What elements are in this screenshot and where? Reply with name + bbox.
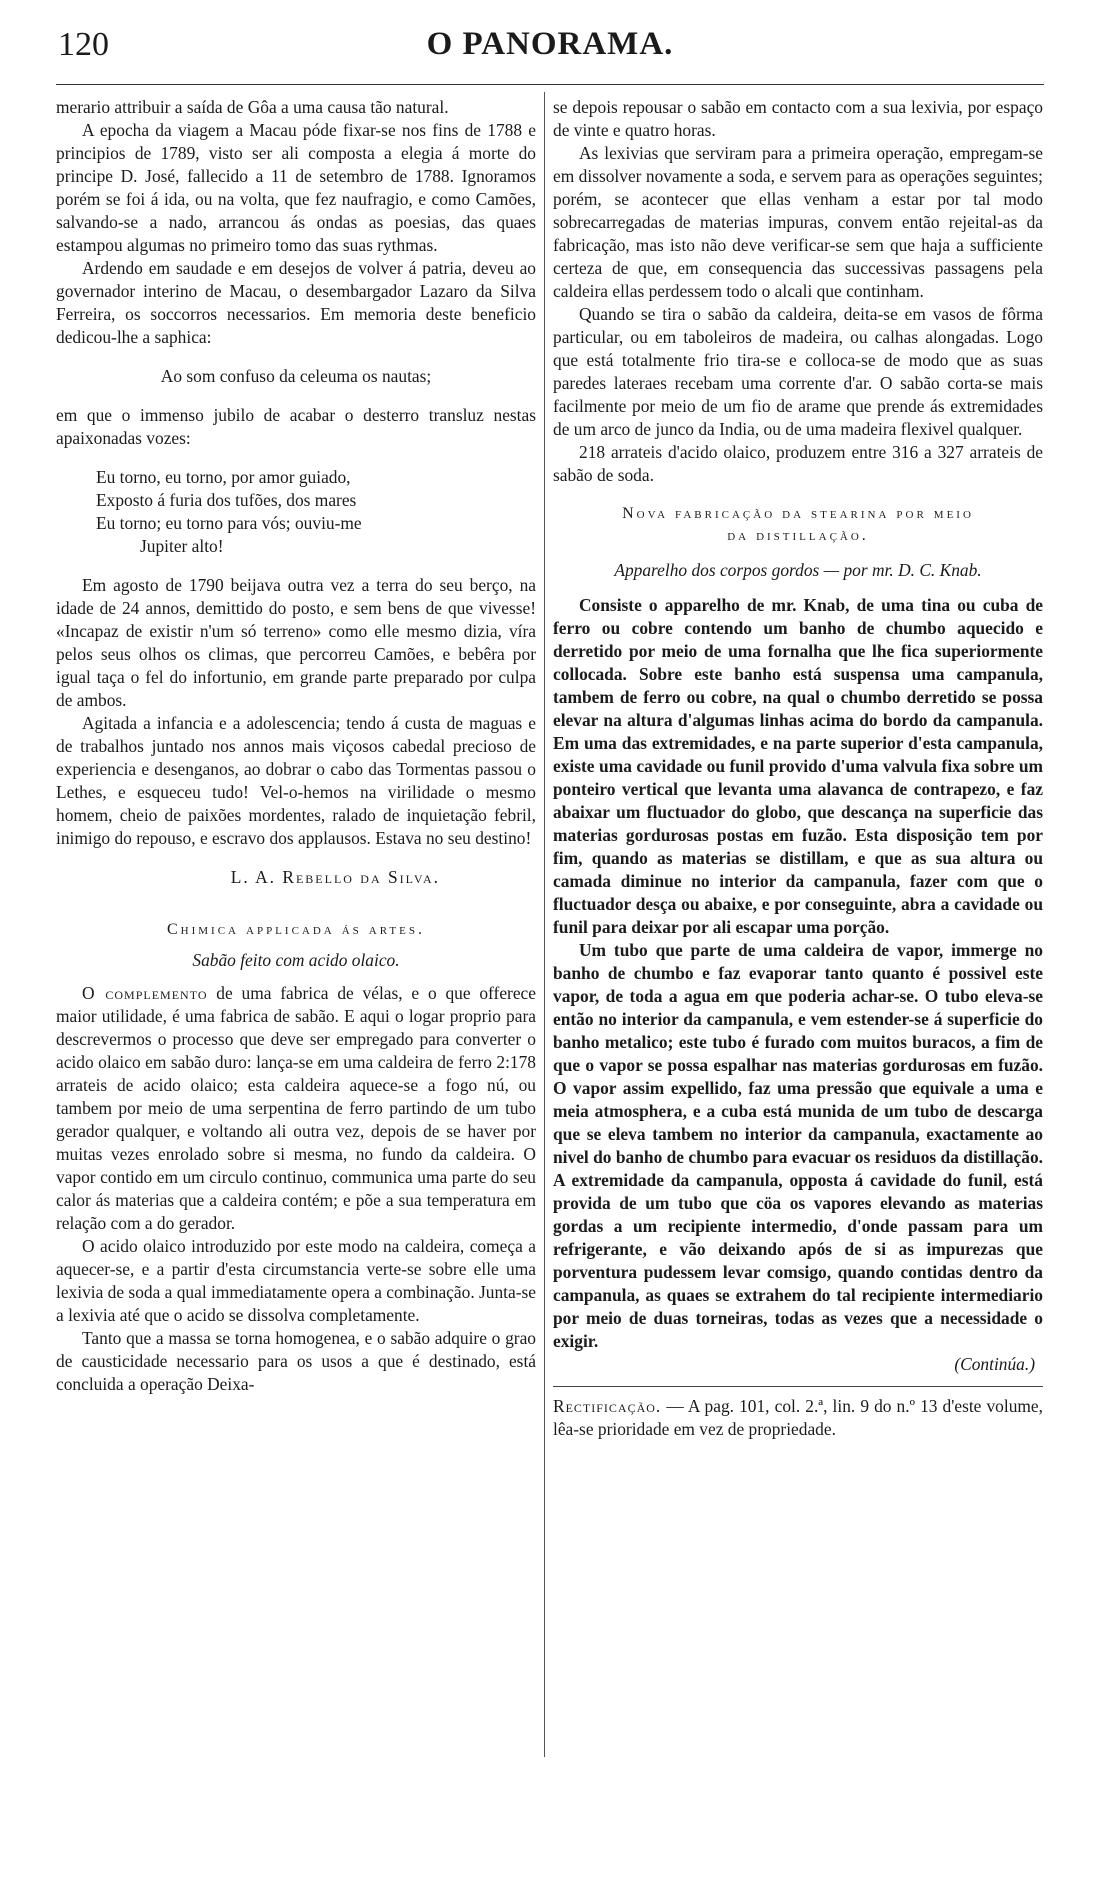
verse-line: Ao som confuso da celeuma os nautas; bbox=[160, 366, 432, 386]
verse-stanza bbox=[56, 466, 536, 558]
paragraph: 218 arrateis d'acido olaico, produzem entre 316 a 327 arrateis de sabão de soda. bbox=[553, 442, 1043, 485]
paragraph: Ardendo em saudade e em desejos de volver á patria, deveu ao governador interino de Macau, o desembargador Lazaro da Silva Ferreira, os soccorros necessarios. Em memoria deste beneficio dedicou-lhe a saphica: bbox=[56, 258, 536, 347]
continued-note: (Continúa.) bbox=[954, 1354, 1035, 1374]
paragraph: As lexivias que serviram para a primeira operação, empregam-se em dissolver novamente a soda, e servem para as operações seguintes; porém, se acontecer que ellas venham a estar por tal modo sobrecarregadas de materias impuras, convem então rejeital-as da fabricação, mas isto não deve verificar-se sem que haja a sufficiente certeza de que, em consequencia das successivas passagens pela caldeira ellas perdessem todo o alcali que continham. bbox=[553, 143, 1043, 301]
column-divider bbox=[544, 92, 545, 1757]
verse-line: Eu torno, eu torno, por amor guiado, bbox=[96, 467, 351, 487]
section-subtitle: Apparelho dos corpos gordos — por mr. D. C. Knab. bbox=[614, 560, 982, 580]
paragraph: O acido olaico introduzido por este modo na caldeira, começa a aquecer-se, e a partir d'esta circumstancia verte-se sobre elle uma lexivia de soda a qual immediatamente opera a combinação. Junta-se a lexivia até que o acido se dissolva completamente. bbox=[56, 1236, 536, 1325]
verse-line: Exposto á furia dos tufões, dos mares bbox=[96, 490, 357, 510]
erratum-lead: Rectificação. bbox=[553, 1396, 662, 1416]
section-title: Nova fabricação da stearina por meio bbox=[622, 505, 974, 522]
divider-rule bbox=[553, 1386, 1043, 1387]
masthead-title: O PANORAMA. bbox=[426, 26, 674, 62]
paragraph: Agitada a infancia e a adolescencia; tendo á custa de maguas e de trabalhos juntado nos annos mais viçosos cabedal precioso de experiencia e desenganos, ao dobrar o cabo das Tormentas passou o Lethes, e esqueceu tudo! Vel-o-hemos na virilidade o mesmo homem, cheio de paixões mordentes, ralado de inquietação febril, inimigo do repouso, e escravo dos applausos. Estava no seu destino! bbox=[56, 713, 536, 848]
paragraph bbox=[56, 982, 536, 1235]
section-title: da distillação. bbox=[727, 527, 869, 544]
paragraph: em que o immenso jubilo de acabar o desterro transluz nestas apaixonadas vozes: bbox=[56, 405, 536, 448]
paragraph: Consiste o apparelho de mr. Knab, de uma tina ou cuba de ferro ou cobre contendo um banho de chumbo aquecido e derretido por meio de uma fornalha que lhe fica superiormente collocada. Sobre este banho está suspensa uma campanula, tambem de ferro ou cobre, na qual o chumbo derretido se possa elevar na altura d'algumas linhas acima do bordo da campanula. Em uma das extremidades, e na parte superior d'esta campanula, existe uma cavidade ou funil provido d'uma valvula fixa sobre um ponteiro vertical que levanta uma alavanca de contrapezo, e faz abaixar um fluctuador do globo, que descança na superficie das materias gordurosas postas em fuzão. Esta disposição tem por fim, quando as materias se distillam, e que as sua altura ou camada diminue no interior da campanula, fazer com que o fluctuador desça ou abaixe, e por conseguinte, abra a cavidade ou funil para deixar por ali escapar uma porção. bbox=[553, 595, 1043, 937]
paragraph: Em agosto de 1790 beijava outra vez a terra do seu berço, na idade de 24 annos, demittido do posto, e sem bens de que vivesse! «Incapaz de existir n'um só terreno» como elle mesmo dizia, víra pelos seus olhos os climas, que percorreu Camões, e bebêra por igual taça o fel do infortunio, em grande parte preparado por culpa de ambos. bbox=[56, 575, 536, 710]
paragraph: Quando se tira o sabão da caldeira, deita-se em vasos de fôrma particular, ou em taboleiros de madeira, ou calhas alongadas. Logo que está totalmente frio tira-se e colloca-se de modo que as suas paredes lateraes recebam uma corrente d'ar. O sabão corta-se mais facilmente por meio de um fio de arame que prende ás extremidades de um arco de junco da India, ou de uma madeira flexivel qualquer. bbox=[553, 304, 1043, 439]
right-column bbox=[553, 96, 1043, 1441]
page-number: 120 bbox=[58, 26, 109, 63]
erratum bbox=[553, 1395, 1043, 1441]
left-column bbox=[56, 96, 536, 1396]
erratum-text: — A pag. 101, col. 2.ª, lin. 9 do n.º 13 d'este volume, lêa-se prioridade em vez de propriedade. bbox=[553, 1396, 1043, 1439]
paragraph: se depois repousar o sabão em contacto com a sua lexivia, por espaço de vinte e quatro horas. bbox=[553, 97, 1043, 140]
section-title: Chimica applicada ás artes. bbox=[167, 921, 425, 938]
author-signature: L. A. Rebello da Silva. bbox=[230, 867, 440, 887]
paragraph: Tanto que a massa se torna homogenea, e o sabão adquire o grao de causticidade necessario para os usos a que é destinado, está concluida a operação Deixa- bbox=[56, 1328, 536, 1394]
section-subtitle: Sabão feito com acido olaico. bbox=[192, 950, 400, 970]
paragraph: A epocha da viagem a Macau póde fixar-se nos fins de 1788 e principios de 1789, visto ser ali composta a elegia á morte do principe D. José, fallecido a 11 de setembro de 1788. Ignoramos porém se foi á ida, ou na volta, que fez naufragio, e como Camões, salvando-se a nado, arrancou ás ondas as poesias, das quaes estampou algumas no primeiro tomo das suas rythmas. bbox=[56, 120, 536, 255]
paragraph: merario attribuir a saída de Gôa a uma causa tão natural. bbox=[56, 97, 449, 117]
verse-line: Jupiter alto! bbox=[140, 536, 224, 556]
paragraph-text: de uma fabrica de vélas, e o que offerece maior utilidade, é uma fabrica de sabão. E aqui o logar proprio para descrevermos o processo que deve ser empregado para converter o acido olaico em sabão duro: lança-se em uma caldeira de ferro 2:178 arrateis de acido olaico; esta caldeira aquece-se a fogo nú, ou tambem por meio de uma serpentina de ferro partindo de um tubo gerador qualquer, e voltando ali outra vez, depois de se haver por muitas vezes enrolado sobre si mesma, no fundo da caldeira. O vapor contido em um circulo continuo, communica uma parte do seu calor ás materias que a caldeira contém; e põe a sua temperatura em relação com a do gerador. bbox=[56, 983, 536, 1233]
paragraph: Um tubo que parte de uma caldeira de vapor, immerge no banho de chumbo e faz evaporar tanto quanto é possivel este vapor, de toda a agua em que poderia achar-se. O tubo eleva-se então no interior da campanula, e vem estender-se á superficie do banho metalico; este tubo é furado com muitos buracos, a fim de que o vapor se possa espalhar nas materias gordurosas em fuzão. O vapor assim expellido, faz uma pressão que equivale a uma e meia atmosphera, e a cuba está munida de um tubo de descarga que se eleva tambem no interior da campanula, exactamente ao nivel do banho de chumbo para evacuar os residuos da distillação. A extremidade da campanula, opposta á cavidade do funil, está provida de um tubo que cöa os vapores elevando as materias gordas a um recipiente intermedio, d'onde passam para um refrigerante, e vão deixando após de si as impurezas que porventura pudessem levar comsigo, quando contidas dentro da campanula, as quaes se extrahem do tal recipiente intermediario por meio de duas torneiras, todas as vezes que a necessidade o exigir. bbox=[553, 940, 1043, 1351]
verse-line: Eu torno; eu torno para vós; ouviu-me bbox=[96, 513, 362, 533]
lead-words: O complemento bbox=[82, 983, 208, 1003]
header-rule bbox=[56, 84, 1044, 85]
